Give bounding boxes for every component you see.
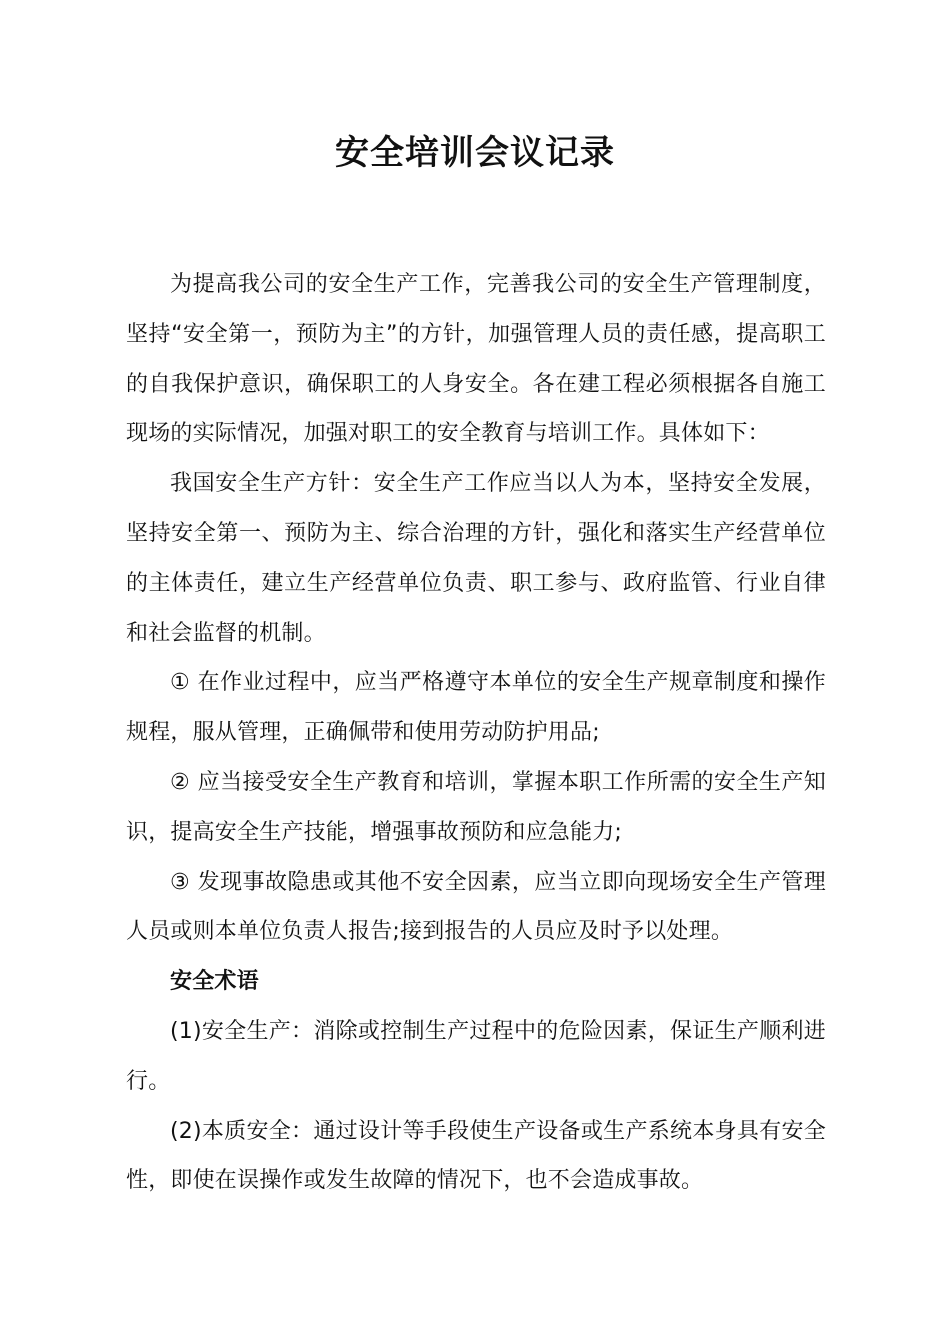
rule-item-3: ③ 发现事故隐患或其他不安全因素，应当立即向现场安全生产管理人员或则本单位负责人报告;接到报告的人员应及时予以处理。	[126, 869, 826, 945]
policy-paragraph: 我国安全生产方针：安全生产工作应当以人为本，坚持安全发展，坚持安全第一、预防为主、综合治理的方针，强化和落实生产经营单位的主体责任，建立生产经营单位负责、职工参与、政府监管、行业自律和社会监督的机制。	[126, 471, 826, 646]
section-heading: 安全术语	[170, 969, 259, 995]
document-body	[126, 260, 826, 1206]
term-item-1: (1)安全生产：消除或控制生产过程中的危险因素，保证生产顺利进行。	[126, 1018, 826, 1094]
rule-item-2: ② 应当接受安全生产教育和培训，掌握本职工作所需的安全生产知识，提高安全生产技能，增强事故预防和应急能力;	[126, 769, 826, 845]
term-item-2: (2)本质安全：通过设计等手段使生产设备或生产系统本身具有安全性，即使在误操作或发生故障的情况下，也不会造成事故。	[126, 1118, 826, 1194]
rule-item-1: ① 在作业过程中，应当严格遵守本单位的安全生产规章制度和操作规程，服从管理，正确佩带和使用劳动防护用品;	[126, 670, 826, 746]
intro-paragraph: 为提高我公司的安全生产工作，完善我公司的安全生产管理制度，坚持“安全第一，预防为主”的方针，加强管理人员的责任感，提高职工的自我保护意识，确保职工的人身安全。各在建工程必须根据各自施工现场的实际情况，加强对职工的安全教育与培训工作。具体如下：	[126, 272, 826, 447]
document-title: 安全培训会议记录	[335, 133, 615, 173]
